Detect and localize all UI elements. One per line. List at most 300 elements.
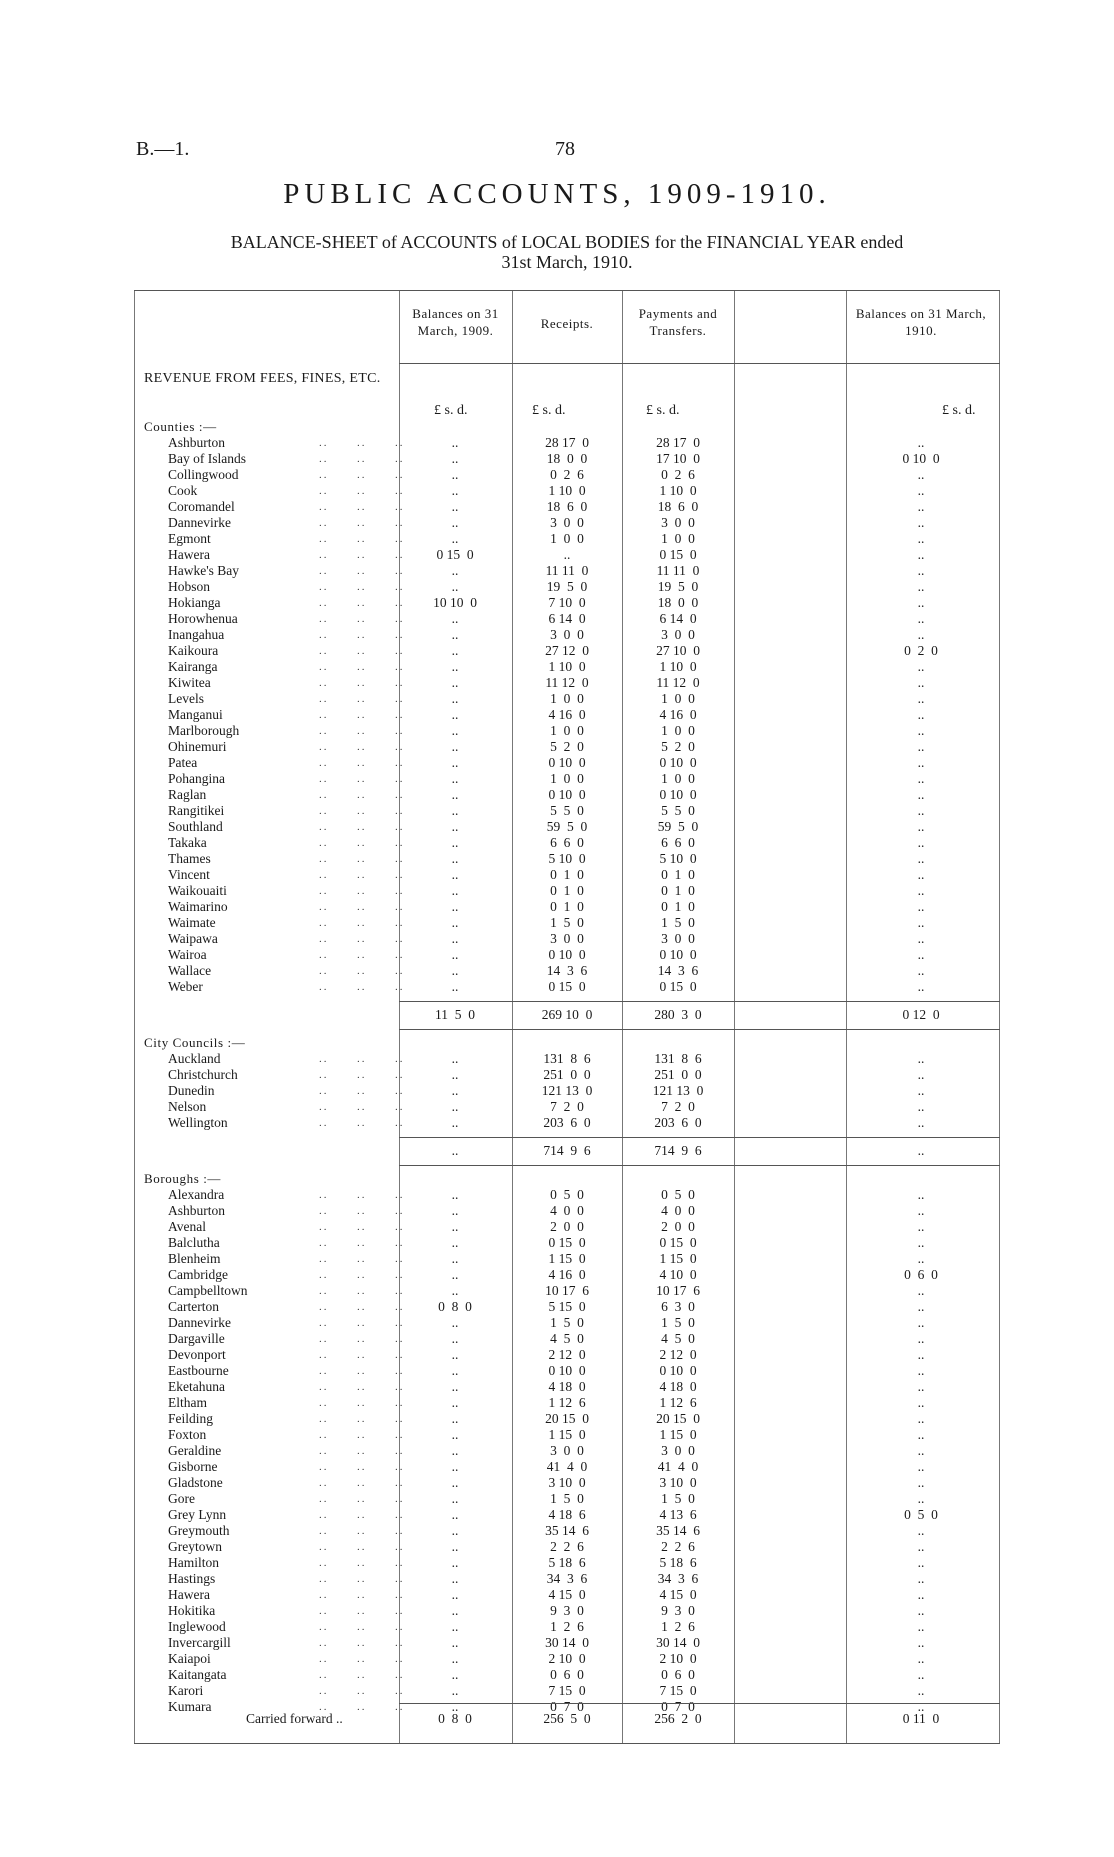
table-row <box>134 1395 1000 1411</box>
leader-dots: .. .. .. <box>319 565 405 577</box>
row-r: 4 18 0 <box>548 1379 586 1394</box>
counties-total-b1: 11 5 0 <box>435 1007 475 1022</box>
table-row <box>134 1459 1000 1475</box>
row-b1: .. <box>451 739 459 754</box>
leader-dots: .. .. .. <box>319 869 405 881</box>
row-p: 0 15 0 <box>659 979 697 994</box>
leader-dots: .. .. .. <box>319 789 405 801</box>
row-b1: .. <box>451 1459 459 1474</box>
leader-dots: .. .. .. <box>319 1349 405 1361</box>
leader-dots: .. .. .. <box>319 821 405 833</box>
table-row <box>134 435 1000 451</box>
table-row <box>134 595 1000 611</box>
row-p: 2 2 6 <box>661 1539 695 1554</box>
leader-dots: .. .. .. <box>319 1525 405 1537</box>
row-b2: .. <box>917 1651 925 1666</box>
row-r: 30 14 0 <box>545 1635 589 1650</box>
row-p: 5 18 6 <box>659 1555 697 1570</box>
row-r: 59 5 0 <box>546 819 588 834</box>
row-b2: .. <box>917 515 925 530</box>
row-b1: .. <box>451 803 459 818</box>
row-r: 19 5 0 <box>546 579 588 594</box>
row-name: Hawera <box>168 547 210 562</box>
leader-dots: .. .. .. <box>319 1069 405 1081</box>
row-b2: .. <box>917 1539 925 1554</box>
row-b2: .. <box>917 819 925 834</box>
row-r: .. <box>563 547 571 562</box>
row-name: Inglewood <box>168 1619 226 1634</box>
row-r: 1 12 6 <box>548 1395 586 1410</box>
row-p: 1 12 6 <box>659 1395 697 1410</box>
table-row <box>134 1427 1000 1443</box>
table-row <box>134 1203 1000 1219</box>
row-b1: .. <box>451 755 459 770</box>
city-councils-heading: City Councils :— <box>144 1035 246 1050</box>
row-b2: .. <box>917 1299 925 1314</box>
row-r: 34 3 6 <box>546 1571 588 1586</box>
row-b1: .. <box>451 931 459 946</box>
row-name: Waipawa <box>168 931 218 946</box>
row-r: 3 10 0 <box>548 1475 586 1490</box>
row-b2: .. <box>917 547 925 562</box>
table-row <box>134 867 1000 883</box>
row-p: 2 12 0 <box>659 1347 697 1362</box>
leader-dots: .. .. .. <box>319 645 405 657</box>
row-r: 0 10 0 <box>548 755 586 770</box>
row-b2: .. <box>917 1491 925 1506</box>
row-b2: 0 5 0 <box>904 1507 938 1522</box>
row-p: 1 5 0 <box>661 1315 695 1330</box>
row-b1: .. <box>451 1203 459 1218</box>
row-r: 1 0 0 <box>550 771 584 786</box>
row-b2: .. <box>917 1347 925 1362</box>
row-name: Bay of Islands <box>168 451 246 466</box>
row-name: Hokitika <box>168 1603 216 1618</box>
row-b1: .. <box>451 707 459 722</box>
carried-forward-payments: 256 2 0 <box>654 1711 702 1726</box>
row-p: 9 3 0 <box>661 1603 695 1618</box>
table-row <box>134 915 1000 931</box>
city-councils-total-b2: .. <box>917 1143 925 1158</box>
row-r: 1 2 6 <box>550 1619 584 1634</box>
row-b1: .. <box>451 819 459 834</box>
row-b1: .. <box>451 643 459 658</box>
leader-dots: .. .. .. <box>319 773 405 785</box>
row-p: 18 0 0 <box>657 595 699 610</box>
table-row <box>134 1219 1000 1235</box>
row-b2: .. <box>917 963 925 978</box>
table-row <box>134 1347 1000 1363</box>
row-name: Feilding <box>168 1411 214 1426</box>
leader-dots: .. .. .. <box>319 1253 405 1265</box>
table-row <box>134 1699 1000 1715</box>
table-row <box>134 1363 1000 1379</box>
row-b1: .. <box>451 1619 459 1634</box>
row-b1: .. <box>451 691 459 706</box>
row-name: Kiwitea <box>168 675 211 690</box>
row-name: Weber <box>168 979 203 994</box>
row-r: 0 10 0 <box>548 787 586 802</box>
row-b2: .. <box>917 675 925 690</box>
row-b2: .. <box>917 979 925 994</box>
table-row <box>134 835 1000 851</box>
row-name: Invercargill <box>168 1635 231 1650</box>
row-name: Eastbourne <box>168 1363 229 1378</box>
table-row <box>134 531 1000 547</box>
table-row <box>134 1603 1000 1619</box>
row-r: 4 16 0 <box>548 1267 586 1282</box>
row-name: Hamilton <box>168 1555 219 1570</box>
table-row <box>134 1315 1000 1331</box>
row-name: Takaka <box>168 835 207 850</box>
row-b1: .. <box>451 1603 459 1618</box>
row-name: Raglan <box>168 787 207 802</box>
table-row <box>134 739 1000 755</box>
leader-dots: .. .. .. <box>319 1589 405 1601</box>
row-name: Manganui <box>168 707 223 722</box>
row-p: 1 5 0 <box>661 1491 695 1506</box>
leader-dots: .. .. .. <box>319 1509 405 1521</box>
row-r: 9 3 0 <box>550 1603 584 1618</box>
row-p: 7 15 0 <box>659 1683 697 1698</box>
leader-dots: .. .. .. <box>319 1493 405 1505</box>
row-b2: .. <box>917 1219 925 1234</box>
row-b1: .. <box>451 1699 459 1714</box>
row-name: Hawke's Bay <box>168 563 240 578</box>
row-name: Levels <box>168 691 204 706</box>
row-p: 1 2 6 <box>661 1619 695 1634</box>
table-subtitle <box>134 232 1000 272</box>
row-b2: .. <box>917 691 925 706</box>
leader-dots: .. .. .. <box>319 1101 405 1113</box>
row-name: Gisborne <box>168 1459 218 1474</box>
row-name: Karori <box>168 1683 204 1698</box>
row-p: 35 14 6 <box>656 1523 700 1538</box>
row-r: 6 6 0 <box>550 835 584 850</box>
row-r: 0 7 0 <box>550 1699 584 1714</box>
row-r: 203 6 0 <box>543 1115 591 1130</box>
row-name: Dannevirke <box>168 1315 231 1330</box>
row-p: 5 2 0 <box>661 739 695 754</box>
page-title: PUBLIC ACCOUNTS, 1909-1910. <box>283 178 831 210</box>
row-name: Ashburton <box>168 435 225 450</box>
row-b1: .. <box>451 1427 459 1442</box>
row-r: 1 5 0 <box>550 1315 584 1330</box>
table-row <box>134 1443 1000 1459</box>
row-b1: .. <box>451 1635 459 1650</box>
row-b2: .. <box>917 1083 925 1098</box>
row-p: 19 5 0 <box>657 579 699 594</box>
row-b1: .. <box>451 515 459 530</box>
row-p: 5 10 0 <box>659 851 697 866</box>
col-head-payments: Payments and Transfers. <box>638 306 718 338</box>
row-p: 0 7 0 <box>661 1699 695 1714</box>
row-name: Marlborough <box>168 723 240 738</box>
row-r: 11 12 0 <box>545 675 589 690</box>
row-b2: .. <box>917 435 925 450</box>
row-p: 27 10 0 <box>656 643 700 658</box>
row-p: 1 15 0 <box>659 1251 697 1266</box>
city-councils-total-r: 714 9 6 <box>543 1143 591 1158</box>
row-r: 5 15 0 <box>548 1299 586 1314</box>
row-name: Campbelltown <box>168 1283 248 1298</box>
row-r: 4 16 0 <box>548 707 586 722</box>
row-p: 4 0 0 <box>661 1203 695 1218</box>
row-b2: .. <box>917 1203 925 1218</box>
leader-dots: .. .. .. <box>319 1365 405 1377</box>
leader-dots: .. .. .. <box>319 501 405 513</box>
table-row <box>134 451 1000 467</box>
row-p: 3 10 0 <box>659 1475 697 1490</box>
row-b1: .. <box>451 1379 459 1394</box>
counties-total-rule <box>399 1029 1000 1030</box>
row-name: Eketahuna <box>168 1379 225 1394</box>
row-p: 0 5 0 <box>661 1187 695 1202</box>
col-head-balances-1910: Balances on 31 March, 1910. <box>855 306 987 338</box>
row-p: 4 16 0 <box>659 707 697 722</box>
row-name: Kairanga <box>168 659 218 674</box>
row-name: Inangahua <box>168 627 225 642</box>
row-b1: .. <box>451 435 459 450</box>
row-b1: .. <box>451 1395 459 1410</box>
leader-dots: .. .. .. <box>319 1205 405 1217</box>
row-b2: .. <box>917 659 925 674</box>
row-b1: .. <box>451 1539 459 1554</box>
row-r: 14 3 6 <box>546 963 588 978</box>
col-head-balances-1909: Balances on 31 March, 1909. <box>412 306 499 338</box>
row-name: Cambridge <box>168 1267 228 1282</box>
row-name: Auckland <box>168 1051 221 1066</box>
row-b2: .. <box>917 707 925 722</box>
leader-dots: .. .. .. <box>319 517 405 529</box>
row-r: 0 1 0 <box>550 883 584 898</box>
table-row <box>134 627 1000 643</box>
table-row <box>134 1555 1000 1571</box>
table-row <box>134 1619 1000 1635</box>
row-b1: .. <box>451 787 459 802</box>
row-name: Hokianga <box>168 595 221 610</box>
table-row <box>134 1539 1000 1555</box>
row-name: Devonport <box>168 1347 226 1362</box>
leader-dots: .. .. .. <box>319 453 405 465</box>
units-b2: £ s. d. <box>942 403 976 418</box>
row-p: 4 13 6 <box>659 1507 697 1522</box>
row-b1: .. <box>451 1587 459 1602</box>
row-r: 18 0 0 <box>546 451 588 466</box>
table-row <box>134 675 1000 691</box>
row-p: 1 10 0 <box>659 483 697 498</box>
table-row <box>134 515 1000 531</box>
row-b2: .. <box>917 1363 925 1378</box>
row-p: 1 5 0 <box>661 915 695 930</box>
row-p: 0 1 0 <box>661 867 695 882</box>
row-name: Balclutha <box>168 1235 220 1250</box>
row-b2: .. <box>917 851 925 866</box>
table-row <box>134 1379 1000 1395</box>
row-r: 4 5 0 <box>550 1331 584 1346</box>
row-r: 121 13 0 <box>541 1083 593 1098</box>
row-b2: .. <box>917 1315 925 1330</box>
leader-dots: .. .. .. <box>319 1669 405 1681</box>
row-b2: .. <box>917 803 925 818</box>
row-b1: .. <box>451 531 459 546</box>
table-row <box>134 803 1000 819</box>
row-r: 27 12 0 <box>545 643 589 658</box>
row-name: Geraldine <box>168 1443 222 1458</box>
row-r: 0 10 0 <box>548 1363 586 1378</box>
row-p: 4 15 0 <box>659 1587 697 1602</box>
leader-dots: .. .. .. <box>319 1573 405 1585</box>
row-r: 131 8 6 <box>543 1051 591 1066</box>
row-p: 17 10 0 <box>656 451 700 466</box>
row-b1: .. <box>451 1347 459 1362</box>
row-r: 41 4 0 <box>546 1459 588 1474</box>
row-r: 1 10 0 <box>548 483 586 498</box>
table-row <box>134 723 1000 739</box>
row-name: Collingwood <box>168 467 239 482</box>
row-r: 1 0 0 <box>550 691 584 706</box>
row-b1: .. <box>451 963 459 978</box>
row-b1: .. <box>451 771 459 786</box>
row-b1: .. <box>451 675 459 690</box>
row-b2: .. <box>917 1667 925 1682</box>
table-row <box>134 1283 1000 1299</box>
row-b2: .. <box>917 1587 925 1602</box>
row-b1: .. <box>451 451 459 466</box>
row-p: 0 10 0 <box>659 1363 697 1378</box>
row-b1: .. <box>451 899 459 914</box>
row-p: 1 15 0 <box>659 1427 697 1442</box>
row-name: Waimate <box>168 915 216 930</box>
row-b1: .. <box>451 579 459 594</box>
row-r: 5 18 6 <box>548 1555 586 1570</box>
table-row <box>134 1635 1000 1651</box>
row-p: 3 0 0 <box>661 627 695 642</box>
row-r: 3 0 0 <box>550 515 584 530</box>
row-b2: .. <box>917 723 925 738</box>
row-r: 0 6 0 <box>550 1667 584 1682</box>
row-name: Vincent <box>168 867 210 882</box>
row-b1: .. <box>451 947 459 962</box>
row-b1: .. <box>451 499 459 514</box>
row-b2: .. <box>917 1571 925 1586</box>
leader-dots: .. .. .. <box>319 805 405 817</box>
row-b1: .. <box>451 659 459 674</box>
counties-total-b2: 0 12 0 <box>902 1007 940 1022</box>
row-name: Hawera <box>168 1587 210 1602</box>
leader-dots: .. .. .. <box>319 1333 405 1345</box>
subtitle-line-2: 31st March, 1910. <box>501 252 633 272</box>
row-name: Kaitangata <box>168 1667 227 1682</box>
row-r: 1 0 0 <box>550 723 584 738</box>
counties-total-p: 280 3 0 <box>654 1007 702 1022</box>
table-row <box>134 1299 1000 1315</box>
row-r: 0 15 0 <box>548 1235 586 1250</box>
leader-dots: .. .. .. <box>319 965 405 977</box>
table-row <box>134 787 1000 803</box>
row-b2: .. <box>917 1251 925 1266</box>
row-p: 0 15 0 <box>659 1235 697 1250</box>
leader-dots: .. .. .. <box>319 597 405 609</box>
leader-dots: .. .. .. <box>319 1237 405 1249</box>
table-row <box>134 1683 1000 1699</box>
row-p: 7 2 0 <box>661 1099 695 1114</box>
leader-dots: .. .. .. <box>319 741 405 753</box>
units-receipts: £ s. d. <box>532 403 566 418</box>
leader-dots: .. .. .. <box>319 437 405 449</box>
leader-dots: .. .. .. <box>319 549 405 561</box>
table-row <box>134 1491 1000 1507</box>
row-r: 10 17 6 <box>545 1283 589 1298</box>
row-b1: .. <box>451 835 459 850</box>
leader-dots: .. .. .. <box>319 1477 405 1489</box>
city-councils-total-rule <box>399 1165 1000 1166</box>
row-b1: .. <box>451 1363 459 1378</box>
row-b2: .. <box>917 1395 925 1410</box>
row-r: 28 17 0 <box>545 435 589 450</box>
leader-dots: .. .. .. <box>319 709 405 721</box>
row-name: Hastings <box>168 1571 216 1586</box>
row-b1: 10 10 0 <box>433 595 477 610</box>
units-payments: £ s. d. <box>646 403 680 418</box>
row-p: 0 10 0 <box>659 787 697 802</box>
row-r: 20 15 0 <box>545 1411 589 1426</box>
row-p: 59 5 0 <box>657 819 699 834</box>
row-b2: .. <box>917 1427 925 1442</box>
row-name: Wairoa <box>168 947 207 962</box>
row-r: 0 15 0 <box>548 979 586 994</box>
col-head-receipts: Receipts. <box>540 316 594 331</box>
row-name: Gladstone <box>168 1475 223 1490</box>
row-b2: .. <box>917 883 925 898</box>
row-b2: .. <box>917 755 925 770</box>
row-b1: .. <box>451 483 459 498</box>
row-b1: .. <box>451 1115 459 1130</box>
leader-dots: .. .. .. <box>319 1557 405 1569</box>
row-b2: .. <box>917 787 925 802</box>
table-row <box>134 883 1000 899</box>
leader-dots: .. .. .. <box>319 1053 405 1065</box>
leader-dots: .. .. .. <box>319 1397 405 1409</box>
row-p: 10 17 6 <box>656 1283 700 1298</box>
table-row <box>134 851 1000 867</box>
row-p: 2 10 0 <box>659 1651 697 1666</box>
leader-dots: .. .. .. <box>319 1701 405 1713</box>
row-b2: .. <box>917 467 925 482</box>
table-row <box>134 1251 1000 1267</box>
row-b2: .. <box>917 1683 925 1698</box>
row-name: Horowhenua <box>168 611 238 626</box>
row-p: 0 2 6 <box>661 467 695 482</box>
row-r: 1 5 0 <box>550 915 584 930</box>
row-r: 3 0 0 <box>550 1443 584 1458</box>
table-row <box>134 1507 1000 1523</box>
row-name: Kaiapoi <box>168 1651 211 1666</box>
row-p: 0 1 0 <box>661 899 695 914</box>
row-name: Eltham <box>168 1395 207 1410</box>
row-r: 7 15 0 <box>548 1683 586 1698</box>
row-name: Southland <box>168 819 223 834</box>
row-name: Foxton <box>168 1427 207 1442</box>
row-r: 35 14 6 <box>545 1523 589 1538</box>
row-b1: .. <box>451 563 459 578</box>
carried-forward-rule <box>399 1703 1000 1704</box>
row-b2: .. <box>917 1635 925 1650</box>
row-r: 0 10 0 <box>548 947 586 962</box>
row-b1: .. <box>451 723 459 738</box>
row-p: 4 5 0 <box>661 1331 695 1346</box>
leader-dots: .. .. .. <box>319 581 405 593</box>
